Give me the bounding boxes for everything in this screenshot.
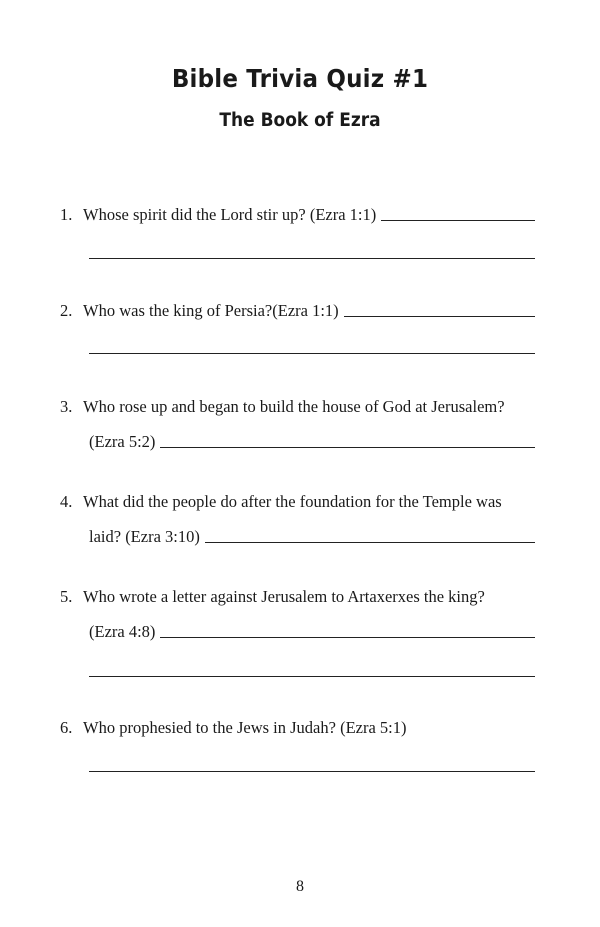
- question-3-number: 3.: [60, 397, 73, 416]
- question-1-answer-line[interactable]: [89, 258, 535, 259]
- question-4-answer-blank[interactable]: [205, 541, 535, 543]
- question-5-number: 5.: [60, 587, 73, 606]
- question-3-answer-blank[interactable]: [160, 446, 535, 448]
- question-1-number: 1.: [60, 205, 73, 224]
- question-3: [60, 393, 535, 417]
- question-4-number: 4.: [60, 492, 73, 511]
- question-4-reference: laid? (Ezra 3:10): [89, 527, 200, 546]
- question-1-text: Whose spirit did the Lord stir up? (Ezra 1:1): [83, 205, 377, 224]
- question-4: [60, 488, 535, 512]
- question-6-number: 6.: [60, 718, 73, 737]
- question-5: [60, 583, 535, 607]
- question-1: [60, 201, 535, 225]
- question-5-reference: (Ezra 4:8): [89, 622, 156, 641]
- quiz-title: Bible Trivia Quiz #1: [171, 64, 429, 93]
- question-4-line-2: [89, 523, 535, 547]
- question-3-text: Who rose up and began to build the house of God at Jerusalem?: [83, 397, 505, 416]
- question-3-reference: (Ezra 5:2): [89, 432, 156, 451]
- question-6: [60, 714, 535, 738]
- question-2-number: 2.: [60, 301, 73, 320]
- question-2-text: Who was the king of Persia?(Ezra 1:1): [83, 301, 339, 320]
- question-6-text: Who prophesied to the Jews in Judah? (Ezra 5:1): [83, 718, 407, 737]
- question-2-answer-line[interactable]: [89, 353, 535, 354]
- quiz-subtitle: The Book of Ezra: [219, 110, 381, 131]
- question-5-line-2: [89, 618, 535, 642]
- question-1-answer-blank[interactable]: [381, 219, 535, 221]
- page-number: 8: [296, 878, 304, 895]
- question-2: [60, 297, 535, 321]
- question-5-answer-line[interactable]: [89, 676, 535, 677]
- question-6-answer-line[interactable]: [89, 771, 535, 772]
- question-4-text: What did the people do after the foundation for the Temple was: [83, 492, 502, 511]
- question-2-answer-blank[interactable]: [344, 315, 535, 317]
- question-5-text: Who wrote a letter against Jerusalem to Artaxerxes the king?: [83, 587, 485, 606]
- question-3-line-2: [89, 428, 535, 452]
- question-5-answer-blank[interactable]: [160, 636, 535, 638]
